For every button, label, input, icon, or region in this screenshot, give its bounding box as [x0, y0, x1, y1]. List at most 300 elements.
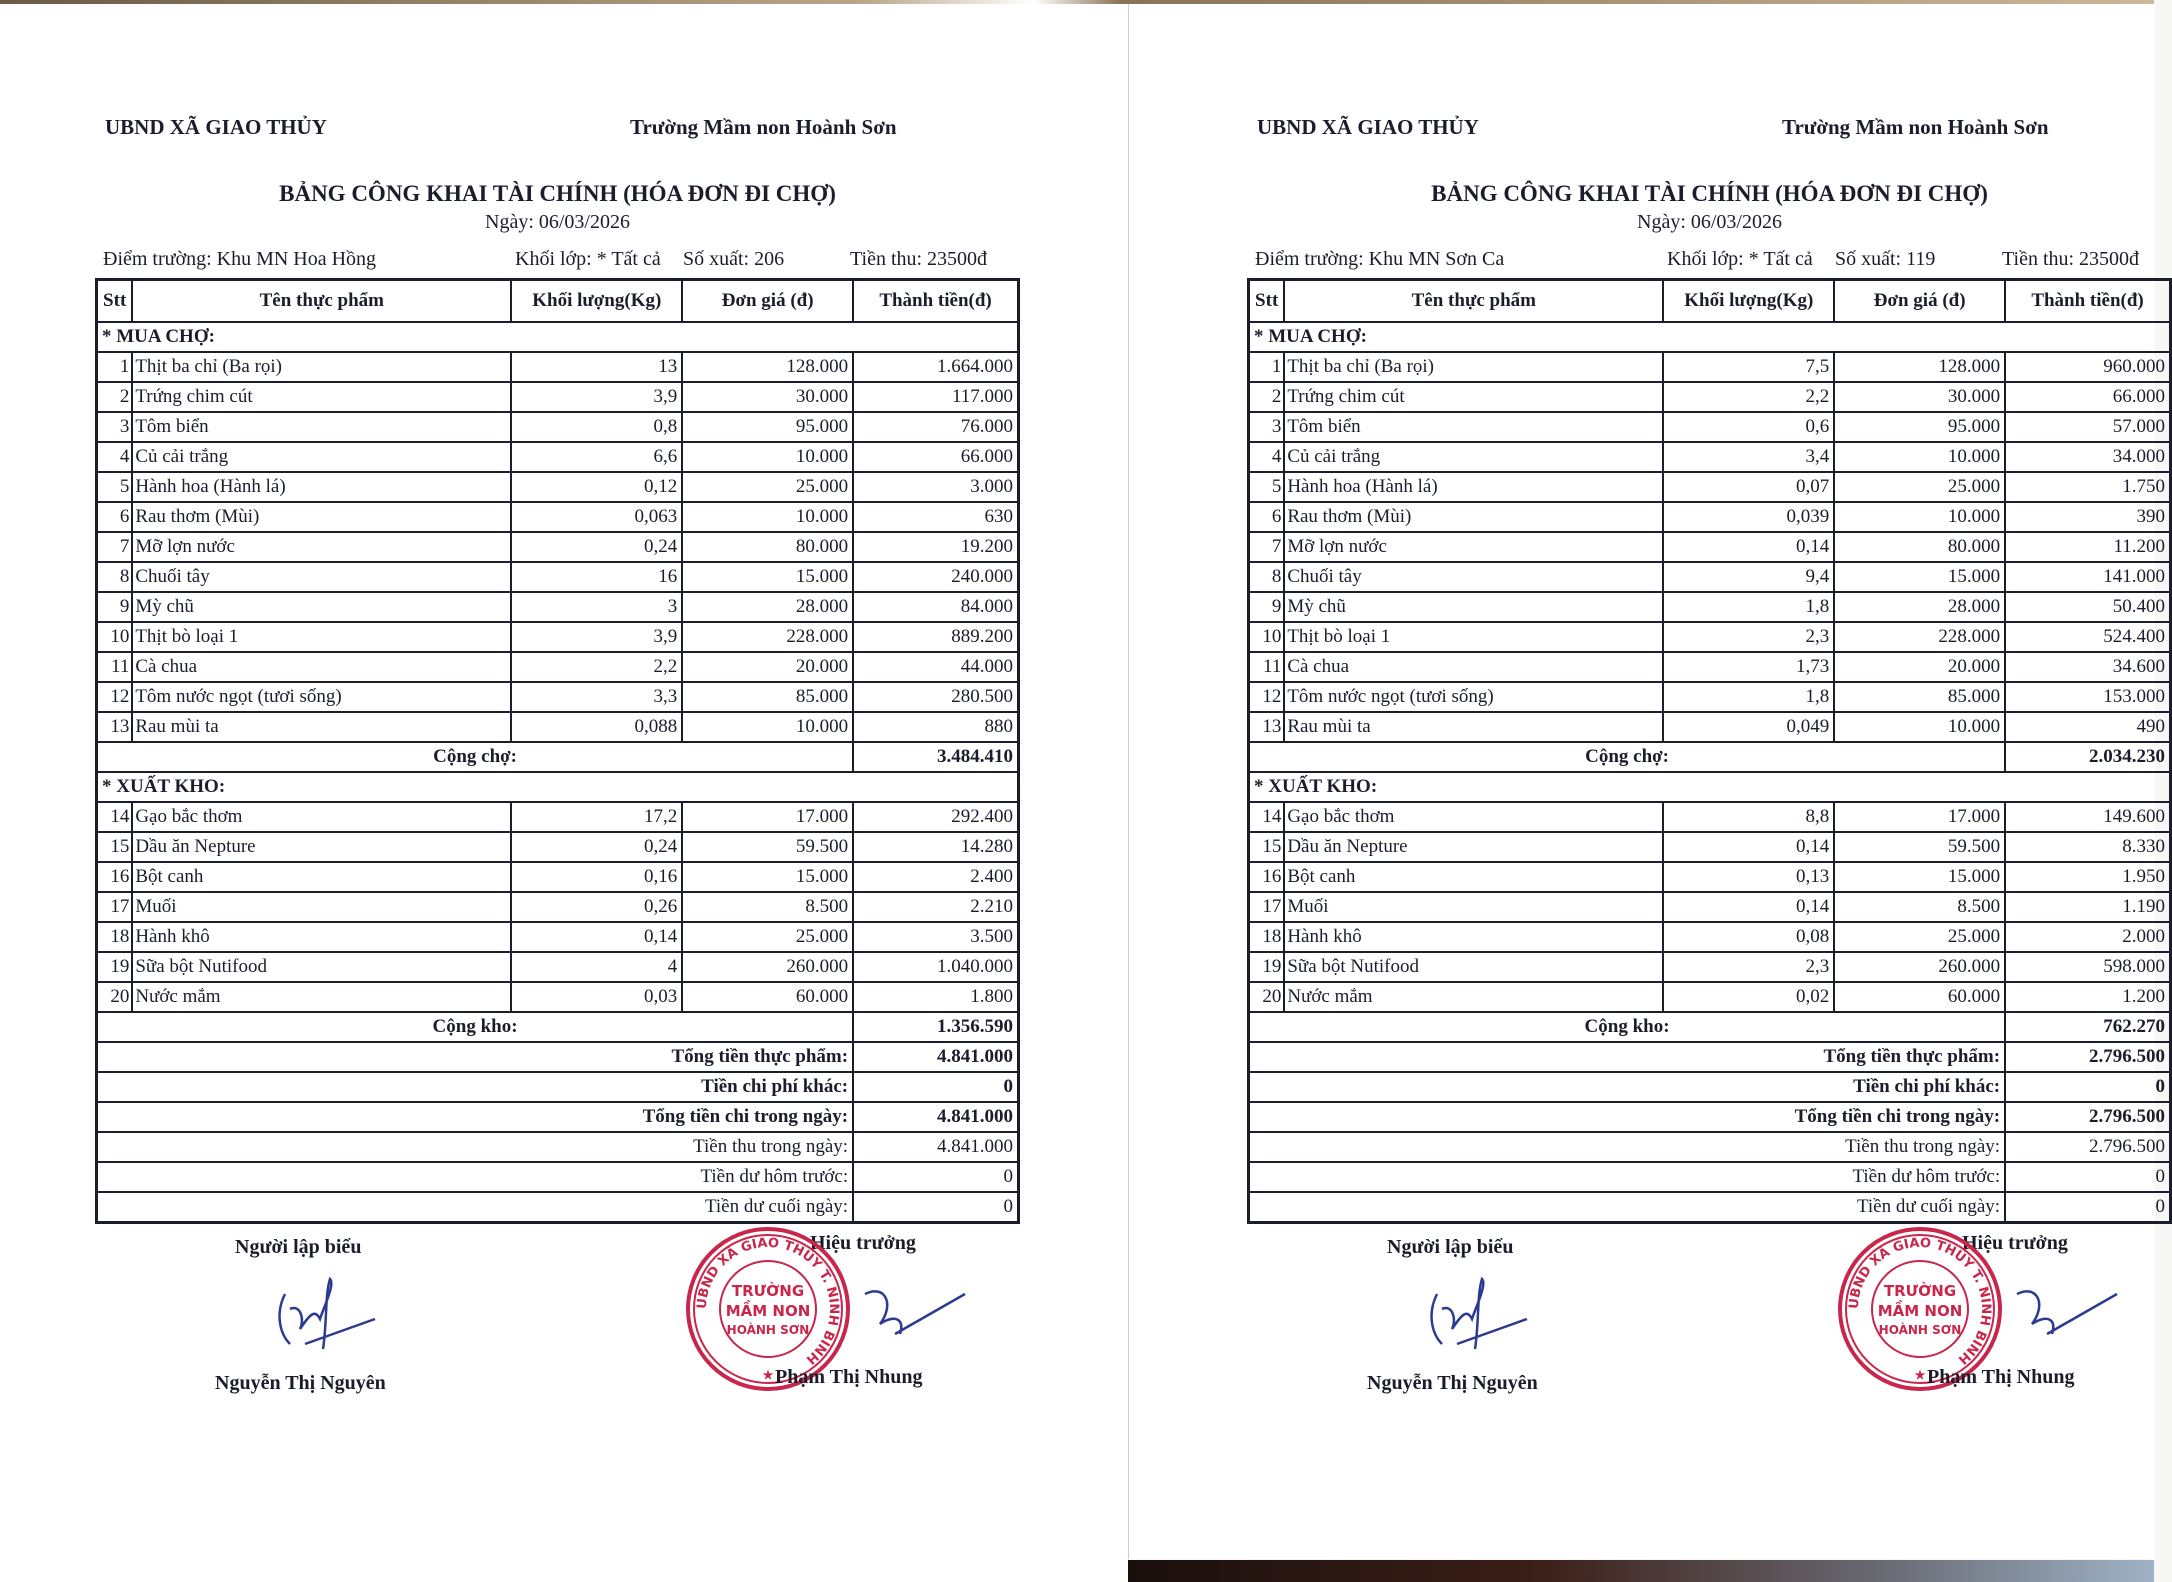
row-amount: 57.000 — [2005, 412, 2170, 442]
summary-row — [1249, 1132, 2171, 1162]
table-row — [1249, 472, 2171, 502]
table-row — [97, 832, 1019, 862]
principal-role: Hiệu trưởng — [810, 1232, 916, 1254]
row-item-name: Mỳ chũ — [132, 592, 511, 622]
market-subtotal-label: Cộng chợ: — [97, 742, 854, 772]
row-unit-price: 30.000 — [682, 382, 853, 412]
table-row — [97, 622, 1019, 652]
table-row — [97, 862, 1019, 892]
row-quantity: 1,73 — [1663, 652, 1834, 682]
row-amount: 1.800 — [853, 982, 1018, 1012]
warehouse-subtotal-label: Cộng kho: — [1249, 1012, 2006, 1042]
photo-bottom-edge — [1128, 1560, 2154, 1582]
summary-value: 0 — [2005, 1072, 2170, 1102]
row-amount: 1.040.000 — [853, 952, 1018, 982]
row-item-name: Củ cải trắng — [132, 442, 511, 472]
row-item-name: Tôm nước ngọt (tươi sống) — [1284, 682, 1663, 712]
row-unit-price: 30.000 — [1834, 382, 2005, 412]
row-item-name: Muối — [132, 892, 511, 922]
row-amount: 490 — [2005, 712, 2170, 742]
principal-signature — [2007, 1264, 2127, 1364]
row-unit-price: 10.000 — [682, 712, 853, 742]
summary-label: Tiền dư cuối ngày: — [1249, 1192, 2006, 1223]
row-amount: 141.000 — [2005, 562, 2170, 592]
row-quantity: 0,6 — [1663, 412, 1834, 442]
row-stt: 3 — [1249, 412, 1285, 442]
table-header-row — [97, 280, 1019, 323]
row-amount: 149.600 — [2005, 802, 2170, 832]
stamp-ring-text: UBND XÃ GIAO THỦY T. NINH BÌNH — [1846, 1235, 1994, 1367]
summary-label: Tổng tiền thực phẩm: — [97, 1042, 854, 1072]
warehouse-subtotal-label: Cộng kho: — [97, 1012, 854, 1042]
row-quantity: 0,07 — [1663, 472, 1834, 502]
table-row — [97, 802, 1019, 832]
table-row — [97, 532, 1019, 562]
row-quantity: 0,039 — [1663, 502, 1834, 532]
row-amount: 524.400 — [2005, 622, 2170, 652]
column-header-name: Tên thực phẩm — [132, 280, 511, 323]
row-quantity: 0,08 — [1663, 922, 1834, 952]
row-quantity: 2,3 — [1663, 622, 1834, 652]
row-quantity: 0,03 — [511, 982, 682, 1012]
row-stt: 14 — [1249, 802, 1285, 832]
row-quantity: 0,02 — [1663, 982, 1834, 1012]
expense-table — [95, 278, 1020, 1224]
row-item-name: Hành khô — [132, 922, 511, 952]
row-item-name: Trứng chim cút — [1284, 382, 1663, 412]
meal-count-label: Số xuất: 119 — [1835, 248, 1936, 270]
document-header — [95, 109, 1020, 149]
row-amount: 50.400 — [2005, 592, 2170, 622]
grade-label: Khối lớp: * Tất cả — [1667, 248, 1813, 270]
row-amount: 880 — [853, 712, 1018, 742]
row-stt: 10 — [97, 622, 133, 652]
table-row — [1249, 922, 2171, 952]
summary-label: Tiền dư hôm trước: — [1249, 1162, 2006, 1192]
row-unit-price: 17.000 — [1834, 802, 2005, 832]
table-row — [1249, 502, 2171, 532]
row-stt: 11 — [1249, 652, 1285, 682]
document-meta — [95, 240, 1020, 276]
row-stt: 12 — [97, 682, 133, 712]
summary-row — [1249, 1102, 2171, 1132]
row-amount: 889.200 — [853, 622, 1018, 652]
row-stt: 6 — [1249, 502, 1285, 532]
row-stt: 5 — [1249, 472, 1285, 502]
table-row — [1249, 412, 2171, 442]
table-header-row — [1249, 280, 2171, 323]
summary-row — [1249, 1072, 2171, 1102]
row-stt: 20 — [97, 982, 133, 1012]
section-label: * XUẤT KHO: — [97, 772, 1019, 802]
row-amount: 960.000 — [2005, 352, 2170, 382]
table-row — [97, 952, 1019, 982]
row-stt: 19 — [97, 952, 133, 982]
preparer-name: Nguyễn Thị Nguyên — [215, 1372, 386, 1394]
row-quantity: 16 — [511, 562, 682, 592]
row-stt: 12 — [1249, 682, 1285, 712]
fee-label: Tiền thu: 23500đ — [2002, 248, 2140, 270]
row-stt: 19 — [1249, 952, 1285, 982]
column-header-name: Tên thực phẩm — [1284, 280, 1663, 323]
row-item-name: Hành hoa (Hành lá) — [1284, 472, 1663, 502]
table-row — [97, 562, 1019, 592]
table-row — [97, 682, 1019, 712]
row-quantity: 0,12 — [511, 472, 682, 502]
summary-label: Tiền thu trong ngày: — [97, 1132, 854, 1162]
row-quantity: 2,2 — [1663, 382, 1834, 412]
summary-value: 2.796.500 — [2005, 1132, 2170, 1162]
grade-label: Khối lớp: * Tất cả — [515, 248, 661, 270]
row-stt: 14 — [97, 802, 133, 832]
row-item-name: Sữa bột Nutifood — [132, 952, 511, 982]
school-name: Trường Mầm non Hoành Sơn — [630, 115, 897, 139]
row-unit-price: 95.000 — [1834, 412, 2005, 442]
section-label: * MUA CHỢ: — [97, 322, 1019, 352]
row-amount: 1.664.000 — [853, 352, 1018, 382]
row-item-name: Hành hoa (Hành lá) — [132, 472, 511, 502]
table-row — [97, 412, 1019, 442]
row-amount: 153.000 — [2005, 682, 2170, 712]
row-item-name: Hành khô — [1284, 922, 1663, 952]
row-unit-price: 10.000 — [1834, 442, 2005, 472]
row-stt: 8 — [97, 562, 133, 592]
row-amount: 3.000 — [853, 472, 1018, 502]
row-quantity: 9,4 — [1663, 562, 1834, 592]
preparer-name: Nguyễn Thị Nguyên — [1367, 1372, 1538, 1394]
summary-row — [97, 1162, 1019, 1192]
row-quantity: 4 — [511, 952, 682, 982]
row-item-name: Cà chua — [1284, 652, 1663, 682]
summary-row — [97, 1102, 1019, 1132]
row-quantity: 0,14 — [1663, 892, 1834, 922]
row-item-name: Gạo bắc thơm — [1284, 802, 1663, 832]
row-stt: 13 — [97, 712, 133, 742]
row-amount: 292.400 — [853, 802, 1018, 832]
row-quantity: 0,13 — [1663, 862, 1834, 892]
row-quantity: 0,14 — [511, 922, 682, 952]
row-stt: 15 — [1249, 832, 1285, 862]
summary-label: Tổng tiền chi trong ngày: — [1249, 1102, 2006, 1132]
row-amount: 117.000 — [853, 382, 1018, 412]
row-amount: 11.200 — [2005, 532, 2170, 562]
table-row — [1249, 532, 2171, 562]
row-quantity: 17,2 — [511, 802, 682, 832]
row-item-name: Thịt ba chỉ (Ba rọi) — [1284, 352, 1663, 382]
row-unit-price: 15.000 — [682, 862, 853, 892]
row-quantity: 8,8 — [1663, 802, 1834, 832]
row-amount: 1.190 — [2005, 892, 2170, 922]
row-unit-price: 20.000 — [1834, 652, 2005, 682]
table-row — [1249, 832, 2171, 862]
warehouse-subtotal-value: 762.270 — [2005, 1012, 2170, 1042]
stamp-ring-text: UBND XÃ GIAO THỦY T. NINH BÌNH — [694, 1235, 842, 1367]
row-amount: 66.000 — [2005, 382, 2170, 412]
row-stt: 17 — [1249, 892, 1285, 922]
row-unit-price: 260.000 — [682, 952, 853, 982]
row-amount: 19.200 — [853, 532, 1018, 562]
principal-name: Phạm Thị Nhung — [1927, 1366, 2075, 1388]
row-item-name: Thịt bò loại 1 — [132, 622, 511, 652]
document-page-son-ca — [1128, 4, 2165, 1559]
row-unit-price: 10.000 — [682, 502, 853, 532]
section-row — [1249, 772, 2171, 802]
summary-row — [97, 1072, 1019, 1102]
school-name: Trường Mầm non Hoành Sơn — [1782, 115, 2049, 139]
table-row — [1249, 562, 2171, 592]
table-row — [1249, 712, 2171, 742]
summary-value: 2.796.500 — [2005, 1102, 2170, 1132]
document-meta — [1247, 240, 2172, 276]
row-amount: 3.500 — [853, 922, 1018, 952]
row-item-name: Mỳ chũ — [1284, 592, 1663, 622]
row-amount: 2.400 — [853, 862, 1018, 892]
row-stt: 11 — [97, 652, 133, 682]
sheet — [95, 109, 1020, 1424]
summary-label: Tổng tiền chi trong ngày: — [97, 1102, 854, 1132]
row-stt: 2 — [97, 382, 133, 412]
section-row — [97, 322, 1019, 352]
row-unit-price: 59.500 — [682, 832, 853, 862]
table-row — [97, 442, 1019, 472]
org-name: UBND XÃ GIAO THỦY — [1257, 115, 1479, 139]
table-row — [97, 982, 1019, 1012]
row-stt: 16 — [1249, 862, 1285, 892]
signature-block — [95, 1224, 1020, 1424]
summary-row — [1249, 1162, 2171, 1192]
row-item-name: Củ cải trắng — [1284, 442, 1663, 472]
sheet — [1247, 109, 2172, 1424]
row-quantity: 1,8 — [1663, 682, 1834, 712]
row-item-name: Chuối tây — [1284, 562, 1663, 592]
row-item-name: Gạo bắc thơm — [132, 802, 511, 832]
row-quantity: 0,063 — [511, 502, 682, 532]
table-row — [1249, 982, 2171, 1012]
table-row — [97, 472, 1019, 502]
row-unit-price: 59.500 — [1834, 832, 2005, 862]
row-unit-price: 25.000 — [1834, 922, 2005, 952]
table-row — [97, 382, 1019, 412]
row-amount: 8.330 — [2005, 832, 2170, 862]
row-quantity: 13 — [511, 352, 682, 382]
market-subtotal-row — [97, 742, 1019, 772]
table-row — [1249, 892, 2171, 922]
row-quantity: 2,3 — [1663, 952, 1834, 982]
market-subtotal-label: Cộng chợ: — [1249, 742, 2006, 772]
row-unit-price: 10.000 — [682, 442, 853, 472]
row-item-name: Dầu ăn Nepture — [1284, 832, 1663, 862]
table-row — [1249, 862, 2171, 892]
row-item-name: Mỡ lợn nước — [1284, 532, 1663, 562]
row-quantity: 3,9 — [511, 382, 682, 412]
table-row — [97, 712, 1019, 742]
row-quantity: 0,088 — [511, 712, 682, 742]
column-header-qty: Khối lượng(Kg) — [1663, 280, 1834, 323]
section-row — [97, 772, 1019, 802]
summary-row — [1249, 1192, 2171, 1223]
row-unit-price: 228.000 — [682, 622, 853, 652]
row-unit-price: 128.000 — [1834, 352, 2005, 382]
market-subtotal-row — [1249, 742, 2171, 772]
stamp-line-1: TRƯỜNG — [731, 1282, 805, 1300]
summary-value: 4.841.000 — [853, 1102, 1018, 1132]
document-header — [1247, 109, 2172, 149]
row-item-name: Tôm biển — [132, 412, 511, 442]
row-amount: 630 — [853, 502, 1018, 532]
row-amount: 1.750 — [2005, 472, 2170, 502]
row-item-name: Muối — [1284, 892, 1663, 922]
row-quantity: 0,24 — [511, 832, 682, 862]
stamp-line-2: MẦM NON — [725, 1302, 811, 1320]
principal-signature — [855, 1264, 975, 1364]
row-amount: 14.280 — [853, 832, 1018, 862]
row-stt: 13 — [1249, 712, 1285, 742]
row-item-name: Tôm biển — [1284, 412, 1663, 442]
summary-label: Tiền chi phí khác: — [1249, 1072, 2006, 1102]
row-amount: 2.210 — [853, 892, 1018, 922]
row-amount: 598.000 — [2005, 952, 2170, 982]
summary-label: Tiền chi phí khác: — [97, 1072, 854, 1102]
row-stt: 4 — [1249, 442, 1285, 472]
row-unit-price: 15.000 — [1834, 562, 2005, 592]
market-subtotal-value: 3.484.410 — [853, 742, 1018, 772]
row-unit-price: 8.500 — [1834, 892, 2005, 922]
summary-value: 2.796.500 — [2005, 1042, 2170, 1072]
section-row — [1249, 322, 2171, 352]
row-amount: 1.200 — [2005, 982, 2170, 1012]
row-item-name: Dầu ăn Nepture — [132, 832, 511, 862]
row-stt: 18 — [97, 922, 133, 952]
row-item-name: Thịt ba chỉ (Ba rọi) — [132, 352, 511, 382]
row-quantity: 6,6 — [511, 442, 682, 472]
row-item-name: Trứng chim cút — [132, 382, 511, 412]
row-amount: 76.000 — [853, 412, 1018, 442]
row-item-name: Rau mùi ta — [1284, 712, 1663, 742]
table-row — [97, 502, 1019, 532]
row-item-name: Thịt bò loại 1 — [1284, 622, 1663, 652]
column-header-price: Đơn giá (đ) — [682, 280, 853, 323]
row-stt: 10 — [1249, 622, 1285, 652]
row-unit-price: 17.000 — [682, 802, 853, 832]
row-amount: 34.000 — [2005, 442, 2170, 472]
summary-label: Tổng tiền thực phẩm: — [1249, 1042, 2006, 1072]
summary-value: 0 — [2005, 1162, 2170, 1192]
row-amount: 240.000 — [853, 562, 1018, 592]
row-item-name: Tôm nước ngọt (tươi sống) — [132, 682, 511, 712]
table-row — [1249, 682, 2171, 712]
table-row — [97, 652, 1019, 682]
summary-label: Tiền dư cuối ngày: — [97, 1192, 854, 1223]
stamp-line-1: TRƯỜNG — [1883, 1282, 1957, 1300]
preparer-signature — [1397, 1274, 1547, 1364]
row-unit-price: 15.000 — [682, 562, 853, 592]
row-stt: 1 — [97, 352, 133, 382]
row-item-name: Nước mắm — [1284, 982, 1663, 1012]
row-unit-price: 10.000 — [1834, 502, 2005, 532]
row-unit-price: 228.000 — [1834, 622, 2005, 652]
fee-label: Tiền thu: 23500đ — [850, 248, 988, 270]
row-quantity: 3 — [511, 592, 682, 622]
row-quantity: 0,16 — [511, 862, 682, 892]
warehouse-subtotal-value: 1.356.590 — [853, 1012, 1018, 1042]
summary-value: 4.841.000 — [853, 1042, 1018, 1072]
row-amount: 390 — [2005, 502, 2170, 532]
row-quantity: 0,24 — [511, 532, 682, 562]
column-header-total: Thành tiền(đ) — [853, 280, 1018, 323]
row-amount: 66.000 — [853, 442, 1018, 472]
row-stt: 6 — [97, 502, 133, 532]
row-amount: 2.000 — [2005, 922, 2170, 952]
table-row — [1249, 382, 2171, 412]
row-stt: 17 — [97, 892, 133, 922]
table-row — [97, 922, 1019, 952]
row-quantity: 0,049 — [1663, 712, 1834, 742]
row-unit-price: 15.000 — [1834, 862, 2005, 892]
row-item-name: Rau thơm (Mùi) — [132, 502, 511, 532]
column-header-stt: Stt — [1249, 280, 1285, 323]
summary-value: 0 — [2005, 1192, 2170, 1223]
table-row — [1249, 442, 2171, 472]
section-label: * MUA CHỢ: — [1249, 322, 2171, 352]
row-item-name: Chuối tây — [132, 562, 511, 592]
row-item-name: Sữa bột Nutifood — [1284, 952, 1663, 982]
section-label: * XUẤT KHO: — [1249, 772, 2171, 802]
row-unit-price: 25.000 — [1834, 472, 2005, 502]
site-label: Điểm trường: Khu MN Hoa Hồng — [103, 248, 377, 270]
row-unit-price: 128.000 — [682, 352, 853, 382]
row-quantity: 3,9 — [511, 622, 682, 652]
row-stt: 9 — [1249, 592, 1285, 622]
signature-block — [1247, 1224, 2172, 1424]
row-amount: 84.000 — [853, 592, 1018, 622]
row-amount: 280.500 — [853, 682, 1018, 712]
row-stt: 5 — [97, 472, 133, 502]
row-quantity: 0,14 — [1663, 532, 1834, 562]
expense-table — [1247, 278, 2172, 1224]
principal-role: Hiệu trưởng — [1962, 1232, 2068, 1254]
document-date: Ngày: 06/03/2026 — [1637, 211, 1782, 233]
row-stt: 2 — [1249, 382, 1285, 412]
site-label: Điểm trường: Khu MN Sơn Ca — [1255, 248, 1505, 270]
summary-label: Tiền dư hôm trước: — [97, 1162, 854, 1192]
row-quantity: 0,14 — [1663, 832, 1834, 862]
row-stt: 7 — [1249, 532, 1285, 562]
preparer-role: Người lập biểu — [235, 1236, 362, 1258]
stamp-line-3: HOÀNH SƠN — [1878, 1323, 1962, 1337]
row-quantity: 0,26 — [511, 892, 682, 922]
row-item-name: Bột canh — [132, 862, 511, 892]
row-unit-price: 8.500 — [682, 892, 853, 922]
summary-row — [97, 1192, 1019, 1223]
row-unit-price: 60.000 — [1834, 982, 2005, 1012]
row-unit-price: 10.000 — [1834, 712, 2005, 742]
row-unit-price: 85.000 — [1834, 682, 2005, 712]
row-unit-price: 28.000 — [1834, 592, 2005, 622]
document-title: BẢNG CÔNG KHAI TÀI CHÍNH (HÓA ĐƠN ĐI CHỢ) — [1431, 181, 1988, 206]
row-unit-price: 260.000 — [1834, 952, 2005, 982]
document-page-hoa-hong — [0, 4, 1128, 1582]
row-unit-price: 80.000 — [1834, 532, 2005, 562]
summary-value: 0 — [853, 1192, 1018, 1223]
row-quantity: 3,3 — [511, 682, 682, 712]
row-stt: 8 — [1249, 562, 1285, 592]
document-title: BẢNG CÔNG KHAI TÀI CHÍNH (HÓA ĐƠN ĐI CHỢ) — [279, 181, 836, 206]
row-quantity: 1,8 — [1663, 592, 1834, 622]
row-item-name: Rau mùi ta — [132, 712, 511, 742]
column-header-price: Đơn giá (đ) — [1834, 280, 2005, 323]
row-item-name: Rau thơm (Mùi) — [1284, 502, 1663, 532]
row-stt: 16 — [97, 862, 133, 892]
